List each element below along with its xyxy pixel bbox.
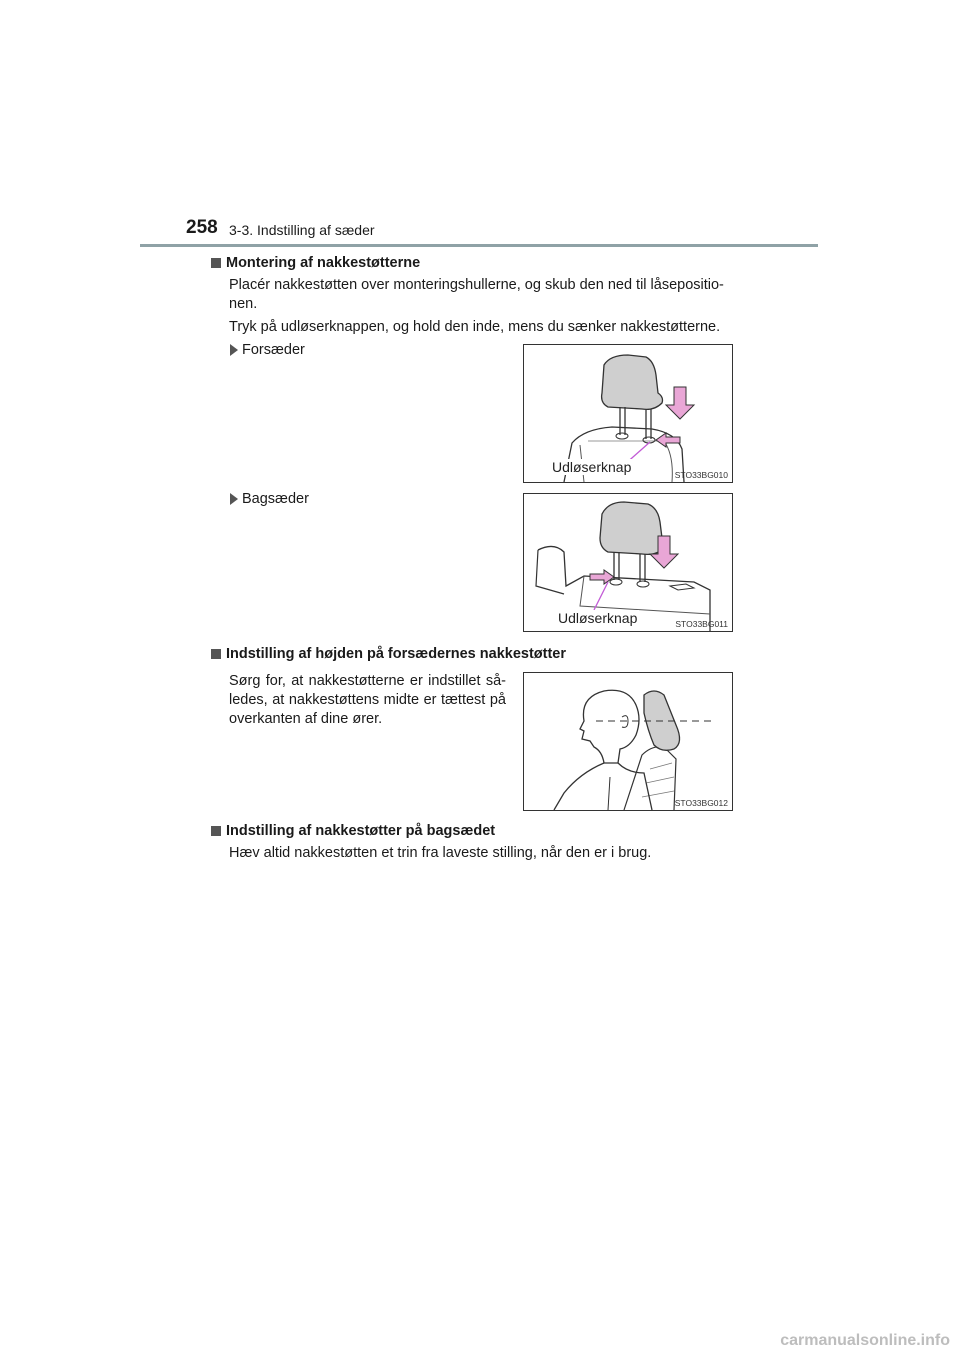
subheading-rear	[230, 491, 309, 507]
square-bullet-icon	[211, 649, 221, 659]
mounting-line-3: Tryk på udløserknappen, og hold den inde, mens du sænker nakkestøtterne.	[229, 319, 721, 335]
subheading-front-text: Forsæder	[242, 342, 305, 358]
callout-release-button-rear: Udløserknap	[558, 610, 638, 626]
square-bullet-icon	[211, 826, 221, 836]
subheading-front	[230, 342, 305, 358]
height-text: Sørg for, at nakkestøtterne er indstillet så-ledes, at nakkestøttens midte er tættest på overkanten af dine ører.	[229, 673, 506, 727]
triangle-bullet-icon	[230, 344, 238, 356]
figure-rear-headrest	[523, 493, 733, 632]
heading-mounting	[211, 255, 420, 271]
figure-code-head: STO33BG012	[674, 798, 728, 808]
head-position-illustration	[524, 673, 732, 810]
figure-head-position	[523, 672, 733, 811]
heading-height	[211, 646, 566, 662]
square-bullet-icon	[211, 258, 221, 268]
rear-adjust-text: Hæv altid nakkestøtten et trin fra laveste stilling, når den er i brug.	[229, 845, 652, 861]
header-rule	[140, 244, 818, 247]
section-title: 3-3. Indstilling af sæder	[229, 222, 375, 238]
figure-front-headrest	[523, 344, 733, 483]
page-number: 258	[186, 217, 218, 238]
watermark: carmanualsonline.info	[780, 1332, 950, 1349]
heading-rear-adjust	[211, 823, 495, 839]
figure-code-rear: STO33BG011	[675, 619, 728, 629]
subheading-rear-text: Bagsæder	[242, 491, 309, 507]
heading-mounting-text: Montering af nakkestøtterne	[226, 255, 421, 271]
heading-height-text: Indstilling af højden på forsædernes nakkestøtter	[226, 646, 567, 662]
triangle-bullet-icon	[230, 493, 238, 505]
heading-rear-adjust-text: Indstilling af nakkestøtter på bagsædet	[226, 823, 496, 839]
mounting-line-2: nen.	[229, 296, 258, 312]
callout-release-button-front: Udløserknap	[552, 459, 632, 475]
figure-code-front: STO33BG010	[674, 470, 728, 480]
mounting-line-1: Placér nakkestøtten over monteringshullerne, og skub den ned til låsepositio-	[229, 277, 724, 293]
